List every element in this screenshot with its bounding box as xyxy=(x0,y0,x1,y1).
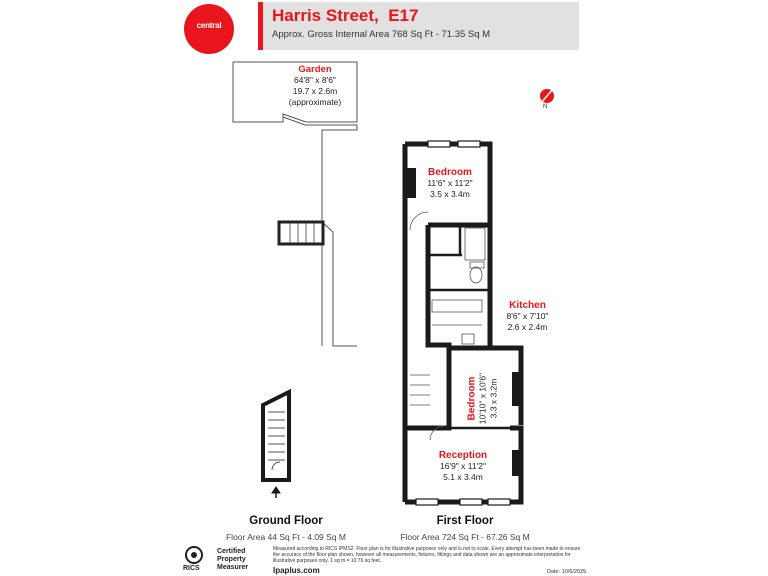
first-floor-area: Floor Area 724 Sq Ft - 67.26 Sq M xyxy=(400,532,530,542)
gross-area: Approx. Gross Internal Area 768 Sq Ft - 71.35 Sq M xyxy=(272,29,491,40)
brand-url: lpaplus.com xyxy=(273,566,320,575)
disclaimer: Measured according to RICS IPMS2. Floor plan is for illustrative purposes only and is not to scale. Every attempt has been made to ensure the accuracy of the floor plan shown, however all measurements, fixtures, fittings and data shown are an approximate interpretation for illustrative purposes only. 1 sq m = 10.76 sq feet. xyxy=(273,546,581,564)
kitchen-metric: 2.6 x 2.4m xyxy=(507,322,548,332)
cert-line-2: Property xyxy=(217,556,246,563)
ground-floor-area: Floor Area 44 Sq Ft - 4.09 Sq M xyxy=(225,532,346,542)
garden-imperial: 64'8" x 8'6" xyxy=(294,75,336,85)
bedroom-2-metric: 3.3 x 3.2m xyxy=(488,378,499,419)
rics-label: RICS xyxy=(183,565,200,572)
reception-label xyxy=(418,450,508,483)
garden-name: Garden xyxy=(298,64,332,75)
garden-steps xyxy=(279,222,323,244)
garden-label xyxy=(265,64,365,108)
bedroom-1-name: Bedroom xyxy=(428,167,472,178)
kitchen-name: Kitchen xyxy=(509,300,546,311)
reception-imperial: 16'9" x 11'2" xyxy=(440,461,486,471)
garden-note: (approximate) xyxy=(288,97,342,107)
reception-name: Reception xyxy=(438,450,488,461)
bedroom-1-metric: 3.5 x 3.4m xyxy=(430,189,470,199)
reception-metric: 5.1 x 3.4m xyxy=(443,472,483,482)
first-floor-title: First Floor xyxy=(436,515,494,527)
compass-label: N xyxy=(543,104,548,110)
kitchen-label xyxy=(500,300,555,333)
rics-icon xyxy=(183,545,205,565)
bedroom-2-label xyxy=(467,359,500,439)
bedroom-1-label xyxy=(410,167,490,200)
certified-measurer xyxy=(217,548,277,572)
property-title: Harris Street, E17 xyxy=(272,6,419,25)
logo-text: central xyxy=(196,21,222,30)
ground-floor-stairs xyxy=(263,392,289,498)
bedroom-2-imperial: 10'10" x 10'6" xyxy=(477,372,488,425)
plan-date: Date: 10/6/2025 xyxy=(547,569,587,575)
kitchen-imperial: 8'6" x 7'10" xyxy=(506,311,549,321)
ground-floor-title: Ground Floor xyxy=(249,515,323,527)
cert-line-3: Measurer xyxy=(217,564,249,571)
bedroom-1-imperial: 11'6" x 11'2" xyxy=(427,178,473,188)
garden-metric: 19.7 x 2.6m xyxy=(292,86,338,96)
compass-icon xyxy=(540,89,554,103)
cert-line-1: Certified xyxy=(217,548,246,555)
bedroom-2-name: Bedroom xyxy=(466,376,478,421)
